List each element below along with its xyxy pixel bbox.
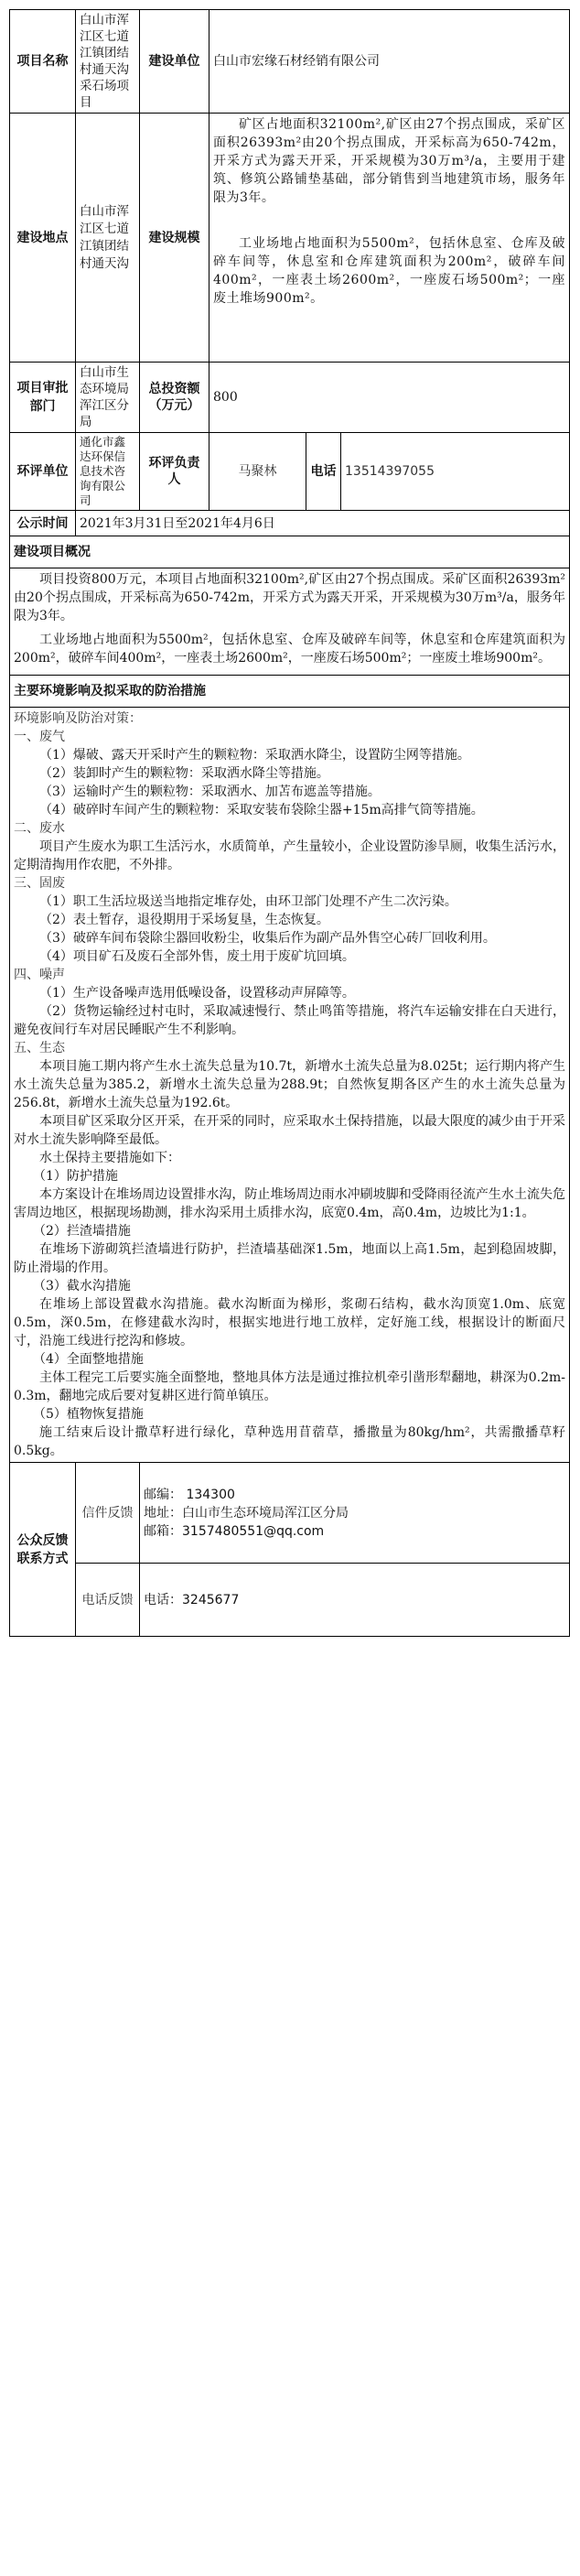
location-label: 建设地点 — [10, 114, 76, 363]
measure-line: （4）破碎时车间产生的颗粒物：采取安装布袋除尘器+15m高排气筒等措施。 — [39, 803, 484, 817]
address-text: 地址：白山市生态环境局浑江区分局 — [144, 1505, 349, 1521]
measure-line: （2）表土暂存，退役期用于采场复垦，生态恢复。 — [39, 913, 329, 927]
measure-line: （5）植物恢复措施 — [33, 1407, 144, 1422]
eia-person-value: 马聚林 — [209, 433, 306, 511]
measure-line: 水土保持主要措施如下： — [39, 1151, 180, 1165]
measure-line: （4）全面整地措施 — [33, 1352, 144, 1367]
measures-intro: 环境影响及防治对策： — [14, 711, 142, 726]
phone-feedback-value: 电话：3245677 — [140, 1564, 570, 1637]
location-value: 白山市浑江区七道江镇团结村通天沟 — [76, 114, 140, 363]
scale-label: 建设规模 — [140, 114, 209, 363]
approval-value: 白山市生态环境局浑江区分局 — [76, 363, 140, 433]
period-value: 2021年3月31日至2021年4月6日 — [76, 511, 570, 536]
measure-line: （3）截水沟措施 — [33, 1279, 131, 1293]
letter-feedback-details — [140, 1463, 570, 1564]
measure-line: （2）装卸时产生的颗粒物：采取洒水降尘等措施。 — [39, 766, 329, 781]
measure-line: 三、固废 — [14, 876, 65, 891]
measures-body — [10, 708, 570, 1463]
measure-line: （1）职工生活垃圾送当地指定堆存处，由环卫部门处理不产生二次污染。 — [39, 894, 457, 909]
overview-body — [10, 568, 570, 676]
public-feedback-label: 公众反馈联系方式 — [10, 1463, 76, 1637]
measure-line: （1）防护措施 — [33, 1169, 118, 1184]
measure-line: （3）破碎车间布袋除尘器回收粉尘，收集后作为副产品外售空心砖厂回收利用。 — [39, 931, 496, 946]
measure-line: 本项目施工期内将产生水土流失总量为10.7t，新增水土流失总量为8.025t；运行期内将产生水土流失总量为385.2，新增水土流失总量为288.9t；自然恢复期各区产生的水土流失总量为256.8t，新增水土流失总量为192.6t。 — [14, 1059, 566, 1110]
measure-line: （1）生产设备噪声选用低噪设备，设置移动声屏障等。 — [39, 986, 355, 1001]
project-info-table — [9, 9, 570, 1463]
overview-paragraph-1: 项目投资800万元，本项目占地面积32100m²,矿区由27个拐点围成。采矿区面积26393m²由20个拐点围成，开采标高为650-742m，开采方式为露天开采，开采规模为30万m³/a，服务年限为3年。 — [14, 572, 566, 623]
eia-label: 环评单位 — [10, 433, 76, 511]
scale-paragraph-2: 工业场地占地面积为5500m²，包括休息室、仓库及破碎车间等，休息室和仓库建筑面积为200m²，破碎车间400m²，一座表土场2600m²，一座废石场500m²；一座废土堆场900m²。 — [213, 236, 566, 306]
measure-line: （2）拦渣墙措施 — [33, 1224, 131, 1239]
public-feedback-table — [9, 1462, 570, 1637]
measure-line: （4）项目矿石及废石全部外售，废土用于废矿坑回填。 — [39, 949, 355, 964]
measure-line: （2）货物运输经过村屯时，采取减速慢行、禁止鸣笛等措施，将汽车运输安排在白天进行，避免夜间行车对居民睡眠产生不利影响。 — [14, 1004, 566, 1037]
email-text[interactable]: 邮箱：3157480551@qq.com — [144, 1523, 325, 1539]
phone-value: 13514397055 — [341, 433, 570, 511]
phone-feedback-label: 电话反馈 — [76, 1564, 140, 1637]
phone-label: 电话 — [306, 433, 341, 511]
approval-label: 项目审批部门 — [10, 363, 76, 433]
measure-line: （3）运输时产生的颗粒物：采取洒水、加苫布遮盖等措施。 — [39, 785, 381, 799]
postcode-text: 邮编： 134300 — [144, 1487, 235, 1502]
invest-value: 800 — [209, 363, 570, 433]
unit-label: 建设单位 — [140, 10, 209, 114]
period-label: 公示时间 — [10, 511, 76, 536]
invest-label: 总投资额（万元） — [140, 363, 209, 433]
unit-value: 白山市宏缘石材经销有限公司 — [209, 10, 570, 114]
measures-heading: 主要环境影响及拟采取的防治措施 — [10, 676, 570, 708]
measure-line: 本项目矿区采取分区开采，在开采的同时，应采取水土保持措施，以最大限度的减少由于开采对水土流失影响降至最低。 — [14, 1114, 566, 1147]
measure-line: 在堆场下游砌筑拦渣墙进行防护，拦渣墙基础深1.5m，地面以上高1.5m，起到稳固坡脚，防止滑塌的作用。 — [14, 1242, 566, 1275]
measure-line: 项目产生废水为职工生活污水，水质简单，产生量较小，企业设置防渗旱厕，收集生活污水，定期清掏用作农肥，不外排。 — [14, 839, 566, 872]
measure-line: 五、生态 — [14, 1041, 65, 1055]
measure-line: 二、废水 — [14, 821, 65, 836]
measure-line: 施工结束后设计撒草籽进行绿化，草种选用苜蓿草，播撒量为80kg/hm²，共需撒播草籽0.5kg。 — [14, 1425, 566, 1458]
scale-paragraph-1: 矿区占地面积32100m²,矿区由27个拐点围成，采矿区面积26393m²由20个拐点围成，开采标高为650-742m，开采方式为露天开采，开采规模为30万m³/a，主要用于建筑、修筑公路铺垫基础，部分销售到当地建筑市场，服务年限为3年。 — [213, 117, 566, 205]
eia-value: 通化市鑫达环保信息技术咨询有限公司 — [76, 433, 140, 511]
eia-notice-sheet — [9, 9, 569, 1637]
scale-text — [209, 114, 570, 363]
letter-feedback-label: 信件反馈 — [76, 1463, 140, 1564]
overview-paragraph-2: 工业场地占地面积为5500m²，包括休息室、仓库及破碎车间等，休息室和仓库建筑面积为200m²，破碎车间400m²，一座表土场2600m²，一座废石场500m²；一座废土堆场900m²。 — [14, 633, 566, 666]
measure-line: （1）爆破、露天开采时产生的颗粒物：采取洒水降尘，设置防尘网等措施。 — [39, 748, 470, 763]
eia-person-label: 环评负责人 — [140, 433, 209, 511]
measure-line: 本方案设计在堆场周边设置排水沟，防止堆场周边雨水冲刷坡脚和受降雨径流产生水土流失危害周边地区，根据现场勘测，排水沟采用土质排水沟，底宽0.4m，高0.4m，边坡比为1:1。 — [14, 1187, 566, 1220]
measures-list — [14, 728, 565, 1460]
project-name-value: 白山市浑江区七道江镇团结村通天沟采石场项目 — [76, 10, 140, 114]
measure-line: 四、噪声 — [14, 968, 65, 982]
measure-line: 主体工程完工后要实施全面整地，整地具体方法是通过推拉机牵引凿形犁翻地，耕深为0.2m-0.3m，翻地完成后要对复耕区进行简单镇压。 — [14, 1370, 566, 1403]
overview-heading: 建设项目概况 — [10, 536, 570, 568]
project-name-label: 项目名称 — [10, 10, 76, 114]
measure-line: 一、废气 — [14, 730, 65, 744]
measure-line: 在堆场上部设置截水沟措施。截水沟断面为梯形，浆砌石结构，截水沟顶宽1.0m、底宽0.5m，深0.5m，在修建截水沟时，根据实地进行地工放样，定好施工线，根据设计的断面尺寸，沿施工线进行挖沟和修坡。 — [14, 1297, 566, 1348]
